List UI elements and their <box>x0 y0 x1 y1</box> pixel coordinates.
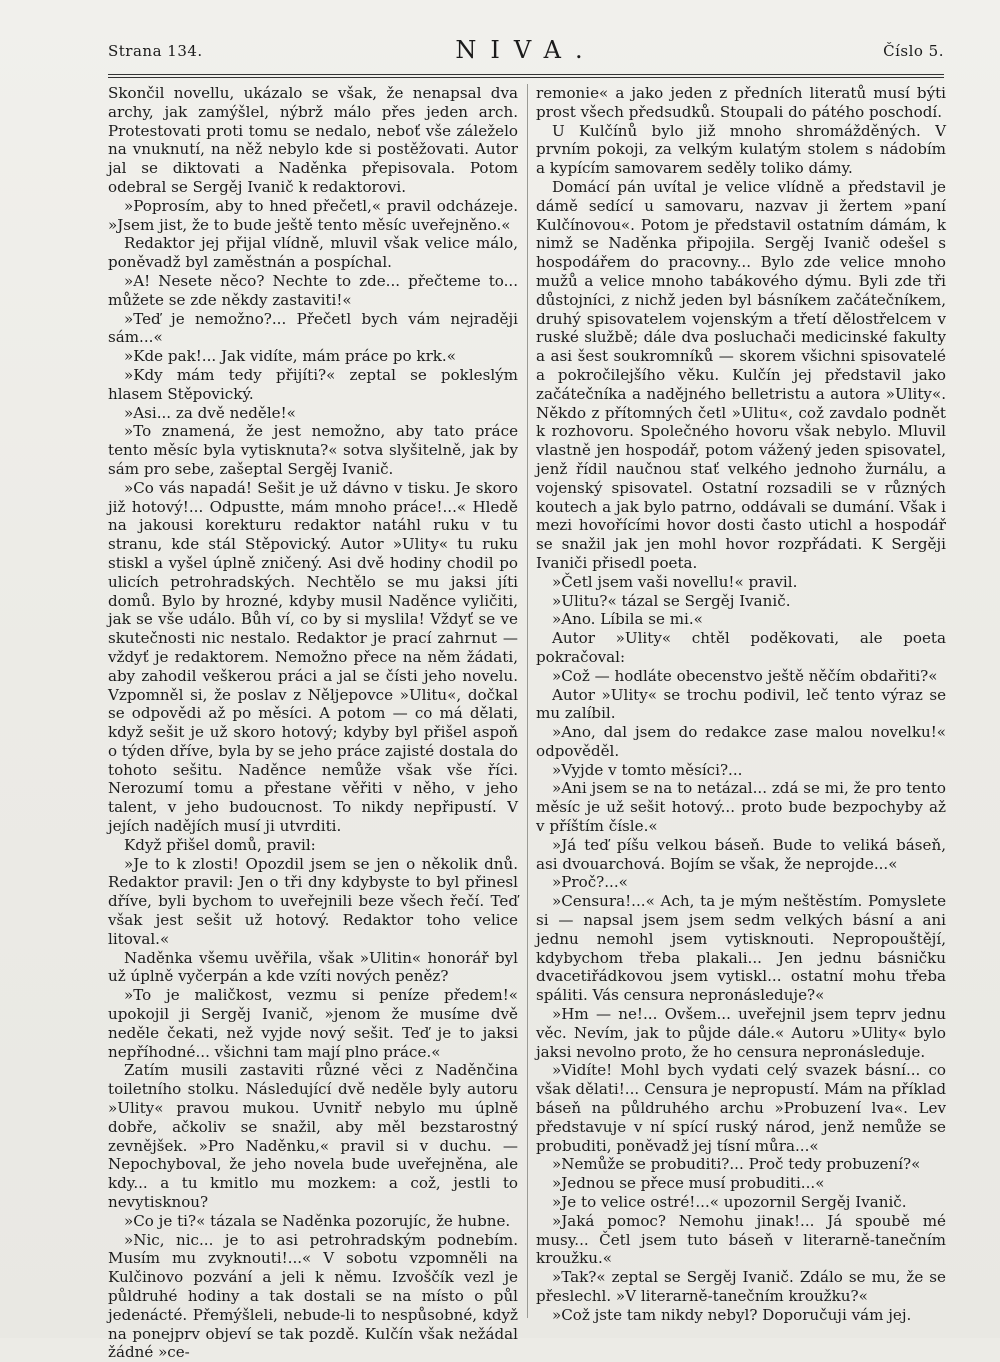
paragraph: »Jednou se přece musí probuditi...« <box>552 1174 825 1193</box>
paragraph: »Ano, dal jsem do redakce zase malou novelku!« odpověděl. <box>536 723 946 760</box>
column-divider <box>527 84 528 1318</box>
paragraph: Zatím musili zastaviti různé věci z Naděnčina toiletního stolku. Následující dvě neděle byly autoru »Ulity« pravou mukou. Uvnitř nebylo mu úplně dobře, ačkoliv se snažil, aby měl bezstarostný zevnějšek. »Pro Naděnku,« pravil si v duchu. — Nepochyboval, že jeho novela bude uveřejněna, ale kdy... a tu kmitlo mu mozkem: a což, jestli to nevytisknou? <box>108 1061 518 1212</box>
paragraph: »Ano. Líbila se mi.« <box>552 610 703 629</box>
paragraph: »Vidíte! Mohl bych vydati celý svazek básní... co však dělati!... Censura je nepropustí. Mám na příklad báseň na půldruhého archu »Probuzení lva«. Lev představuje v ní spící ruský národ, jenž nemůže se probuditi, poněvadž jej tísní můra...« <box>536 1061 946 1155</box>
right-column <box>536 84 946 1325</box>
paragraph: Autor »Ulity« chtěl poděkovati, ale poeta pokračoval: <box>536 629 946 666</box>
paragraph: »Což — hodláte obecenstvo ještě něčím obdařiti?« <box>552 666 938 685</box>
paragraph: remonie« a jako jeden z předních literatů musí býti prost všech předsudků. Stoupali do pátého poschodí. <box>536 84 946 121</box>
paragraph: Redaktor jej přijal vlídně, mluvil však velice málo, poněvadž byl zaměstnán a pospíchal. <box>108 234 518 272</box>
paragraph: »Teď je nemožno?... Přečetl bych vám nejraději sám...« <box>108 309 518 347</box>
paragraph: »Tak?« zeptal se Sergěj Ivanič. Zdálo se mu, že se přeslechl. »V literarně-tanečním kroužku?« <box>536 1268 946 1305</box>
header-rule <box>108 74 944 78</box>
paragraph: »Vyjde v tomto měsíci?... <box>552 760 743 779</box>
paragraph: »A! Nesete něco? Nechte to zde... přečteme to... můžete se zde někdy zastaviti!« <box>108 271 518 309</box>
paragraph: »Nic, nic... je to asi petrohradským podnebím. Musím mu zvyknouti!...« V sobotu vzpomněli na Kulčinovo pozvání a jeli k němu. Izvoščík vezl je půldruhé hodiny a tak dostali se na místo o půl jedenácté. Přemýšleli, nebude-li to nespůsobné, když na ponejprv objeví se tak pozdě. Kulčín však nežádal žádné »ce- <box>108 1230 518 1362</box>
paragraph: »Censura!...« Ach, ta je mým neštěstím. Pomyslete si — napsal jsem jsem sedm velkých básní a ani jednu nemohl jsem vytisknouti. Nepropouštějí, kdybychom třeba plakali... Jen jednu básničku dvacetiřádkovou jsem vytiskl... ostatní mohu třeba spáliti. Vás censura nepronásleduje?« <box>536 892 946 1005</box>
paragraph: »Co vás napadá! Sešit je už dávno v tisku. Je skoro již hotový!... Odpustte, mám mnoho práce!...« Hledě na jakousi korekturu redaktor natáhl ruku v tu stranu, kde stál Stěpovický. Autor »Ulity« tu ruku stiskl a vyšel úplně zničený. Asi dvě hodiny chodil po ulicích petrohradských. Nechtělo se mu jaksi jíti domů. Bylo by hrozné, kdyby musil Naděnce vyličiti, jak se vše událo. Bůh ví, co by si myslila! Vždyť se ve skutečnosti nic nestalo. Redaktor je prací zahrnut — vždyť je redaktorem. Nemožno přece na něm žádati, aby zahodil veškerou práci a jal se čísti jeho novelu. Vzpomněl si, že poslav z Něljepovce »Ulitu«, dočkal se odpovědi až po měsíci. A potom — co má dělati, když sešit je už skoro hotový; kdyby byl přišel aspoň o týden dříve, byla by se jeho práce zajisté dostala do tohoto sešitu. Naděnce nemůže však vše říci. Nerozumí tomu a přestane věřiti v něho, v jeho talent, v jeho budoucnost. To nikdy nepřipustí. V jejích nadějích musí ji utvrditi. <box>108 478 518 836</box>
paragraph: Naděnka všemu uvěřila, však »Ulitin« honorář byl už úplně vyčerpán a kde vzíti nových peněz? <box>108 948 518 986</box>
paragraph: »Proč?...« <box>552 873 628 892</box>
paragraph: »Asi... za dvě neděle!« <box>124 403 296 422</box>
paragraph: »Kde pak!... Jak vidíte, mám práce po krk.« <box>124 347 456 366</box>
paragraph: »Četl jsem vaši novellu!« pravil. <box>552 572 798 591</box>
paragraph: »Což jste tam nikdy nebyl? Doporučuji vám jej. <box>552 1305 912 1324</box>
magazine-title: NIVA. <box>455 36 597 64</box>
paragraph: »Co je ti?« tázala se Naděnka pozorujíc, že hubne. <box>124 1211 511 1230</box>
paragraph: »Já teď píšu velkou báseň. Bude to veliká báseň, asi dvouarchová. Bojím se však, že neprojde...« <box>536 835 946 873</box>
paragraph: U Kulčínů bylo již mnoho shromážděných. V prvním pokoji, za velkým kulatým stolem s nádobím a kypícím samovarem seděly toliko dámy. <box>536 121 946 178</box>
page-number: Strana 134. <box>108 42 203 60</box>
paragraph: Když přišel domů, pravil: <box>124 835 316 854</box>
paragraph: »To je maličkost, vezmu si peníze předem!« upokojil ji Sergěj Ivanič, »jenom že musíme dvě neděle čekati, než vyjde nový sešit. Teď je to jaksi nepříhodné... všichni tam mají plno práce.« <box>108 986 518 1061</box>
paragraph: Domácí pán uvítal je velice vlídně a představil je dámě sedící u samovaru, nazvav ji žertem »paní Kulčínovou«. Potom je představil ostatním dámám, k nimž se Naděnka připojila. Sergěj Ivanič odešel s hospodářem do pracovny... Bylo zde velice mnoho mužů a velice mnoho tabákového dýmu. Byli zde tři důstojníci, z nichž jeden byl básníkem začátečníkem, druhý spisovatelem vojenským a třetí dělostřelcem v ruské službě; dále dva posluchači medicinské fakulty a asi šest soukromníků — skorem všichni spisovatelé a pokročilejšího věku. Kulčín jej představil jako začátečníka a nadějného belletristu a autora »Ulity«. Někdo z přítomných četl »Ulitu«, což zavdalo podnět k rozhovoru. Společného hovoru však nebylo. Mluvil vlastně jen hospodář, potom vážený jeden spisovatel, jenž řídil naučnou stať velkého jednoho žurnálu, a vojenský spisovatel. Ostatní rozsadili se v různých koutech a jak bylo patrno, oddávali se dumání. Však i mezi hovořícími hovor dosti často utichl a hospodář se snažil jak jen mohl hovor rozpřádati. K Sergěji Ivaniči přisedl poeta. <box>536 177 946 572</box>
paragraph: »Je to velice ostré!...« upozornil Sergěj Ivanič. <box>552 1193 907 1212</box>
paragraph: Skončil novellu, ukázalo se však, že nenapsal dva archy, jak zamýšlel, nýbrž málo přes jeden arch. Protestovati proti tomu se nedalo, neboť vše záleželo na vnuknutí, na něž nebylo kde si postěžovati. Autor jal se diktovati a Naděnka přepisovala. Potom odebral se Sergěj Ivanič k redaktorovi. <box>108 84 518 196</box>
issue-number: Číslo 5. <box>883 42 944 60</box>
left-column <box>108 84 518 1362</box>
paragraph: Autor »Ulity« se trochu podivil, leč tento výraz se mu zalíbil. <box>536 685 946 723</box>
paragraph: »Ulitu?« tázal se Sergěj Ivanič. <box>552 591 791 610</box>
paragraph: »Jaká pomoc? Nemohu jinak!... Já spoubě mé musy... Četl jsem tuto báseň v literarně-tanečním kroužku.« <box>536 1211 946 1268</box>
paragraph: »Nemůže se probuditi?... Proč tedy probuzení?« <box>552 1155 921 1174</box>
paragraph: »Ani jsem se na to netázal... zdá se mi, že pro tento měsíc je už sešit hotový... proto bude bezpochyby až v příštím čísle.« <box>536 779 946 836</box>
paragraph: »Je to k zlosti! Opozdil jsem se jen o několik dnů. Redaktor pravil: Jen o tři dny kdybyste to byl přinesl dříve, byli bychom to uveřejnili beze všech řečí. Teď však jest sešit už hotový. Redaktor toho velice litoval.« <box>108 854 518 948</box>
paragraph: »Poprosím, aby to hned přečetl,« pravil odcházeje. »Jsem jist, že to bude ještě tento měsíc uveřejněno.« <box>108 196 518 234</box>
page-header <box>108 36 944 70</box>
paragraph: »Hm — ne!... Ovšem... uveřejnil jsem teprv jednu věc. Nevím, jak to půjde dále.« Autoru »Ulity« bylo jaksi nevolno proto, že ho censura nepronásleduje. <box>536 1005 946 1061</box>
paragraph: »To znamená, že jest nemožno, aby tato práce tento měsíc byla vytisknuta?« sotva slyšitelně, jak by sám pro sebe, zašeptal Sergěj Ivanič. <box>108 422 518 478</box>
paragraph: »Kdy mám tedy přijíti?« zeptal se pokleslým hlasem Stěpovický. <box>108 365 518 403</box>
